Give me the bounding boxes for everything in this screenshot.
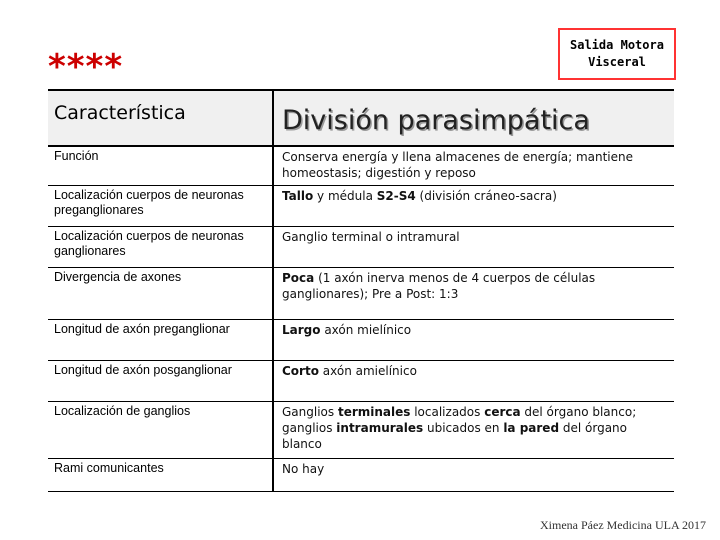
table-row (48, 146, 674, 185)
value-keyword: cerca (484, 404, 521, 419)
value-text: del órgano blanco (282, 420, 627, 451)
value-text: Ganglio terminal o intramural (282, 229, 460, 244)
value-keyword: la pared (503, 420, 560, 435)
value-keyword: Largo (282, 322, 321, 337)
author-footer: Ximena Páez Medicina ULA 2017 (540, 518, 706, 532)
table-header-row (48, 90, 674, 146)
header-caracteristica: Característica (48, 90, 273, 146)
row-label: Rami comunicantes (48, 458, 273, 491)
header-division-parasimpatica: División parasimpática (273, 90, 674, 146)
table-row (48, 319, 674, 360)
table-row (48, 226, 674, 267)
salida-motora-badge: Salida Motora Visceral (558, 28, 676, 80)
value-keyword: Tallo (282, 188, 314, 203)
row-label: Localización de ganglios (48, 401, 273, 458)
row-value (273, 185, 674, 226)
value-text: Conserva energía y llena almacenes de energía; mantiene homeostasis; digestión y reposo (282, 150, 634, 180)
value-keyword: intramurales (336, 420, 424, 435)
row-label: Longitud de axón posganglionar (48, 360, 273, 401)
row-value (273, 146, 674, 185)
value-text: No hay (282, 461, 325, 476)
row-label: Función (48, 146, 273, 185)
row-value (273, 267, 674, 319)
table-row (48, 401, 674, 458)
value-text: ubicados en (423, 420, 504, 435)
value-text: (división cráneo-sacra) (415, 188, 557, 203)
stars-heading: **** (48, 47, 124, 87)
value-keyword: Corto (282, 363, 319, 378)
value-keyword: Poca (282, 270, 315, 285)
value-keyword: terminales (337, 404, 411, 419)
value-text: localizados (410, 404, 485, 419)
row-value (273, 360, 674, 401)
row-label: Divergencia de axones (48, 267, 273, 319)
comparison-table (48, 89, 674, 492)
value-text: axón mielínico (320, 322, 412, 337)
table-row (48, 185, 674, 226)
row-value (273, 401, 674, 458)
row-value (273, 458, 674, 491)
value-text: axón amielínico (318, 363, 417, 378)
value-text: Ganglios (282, 404, 338, 419)
row-value (273, 226, 674, 267)
table-row (48, 267, 674, 319)
value-text: y médula (313, 188, 377, 203)
row-label: Localización cuerpos de neuronas preganglionares (48, 185, 273, 226)
row-label: Localización cuerpos de neuronas ganglionares (48, 226, 273, 267)
table-row (48, 458, 674, 491)
value-text: (1 axón inerva menos de 4 cuerpos de células ganglionares); Pre a Post: 1:3 (282, 270, 596, 301)
value-keyword: S2-S4 (376, 188, 416, 203)
value-text: del órgano blanco; ganglios (282, 404, 637, 435)
row-value (273, 319, 674, 360)
table-row (48, 360, 674, 401)
row-label: Longitud de axón preganglionar (48, 319, 273, 360)
